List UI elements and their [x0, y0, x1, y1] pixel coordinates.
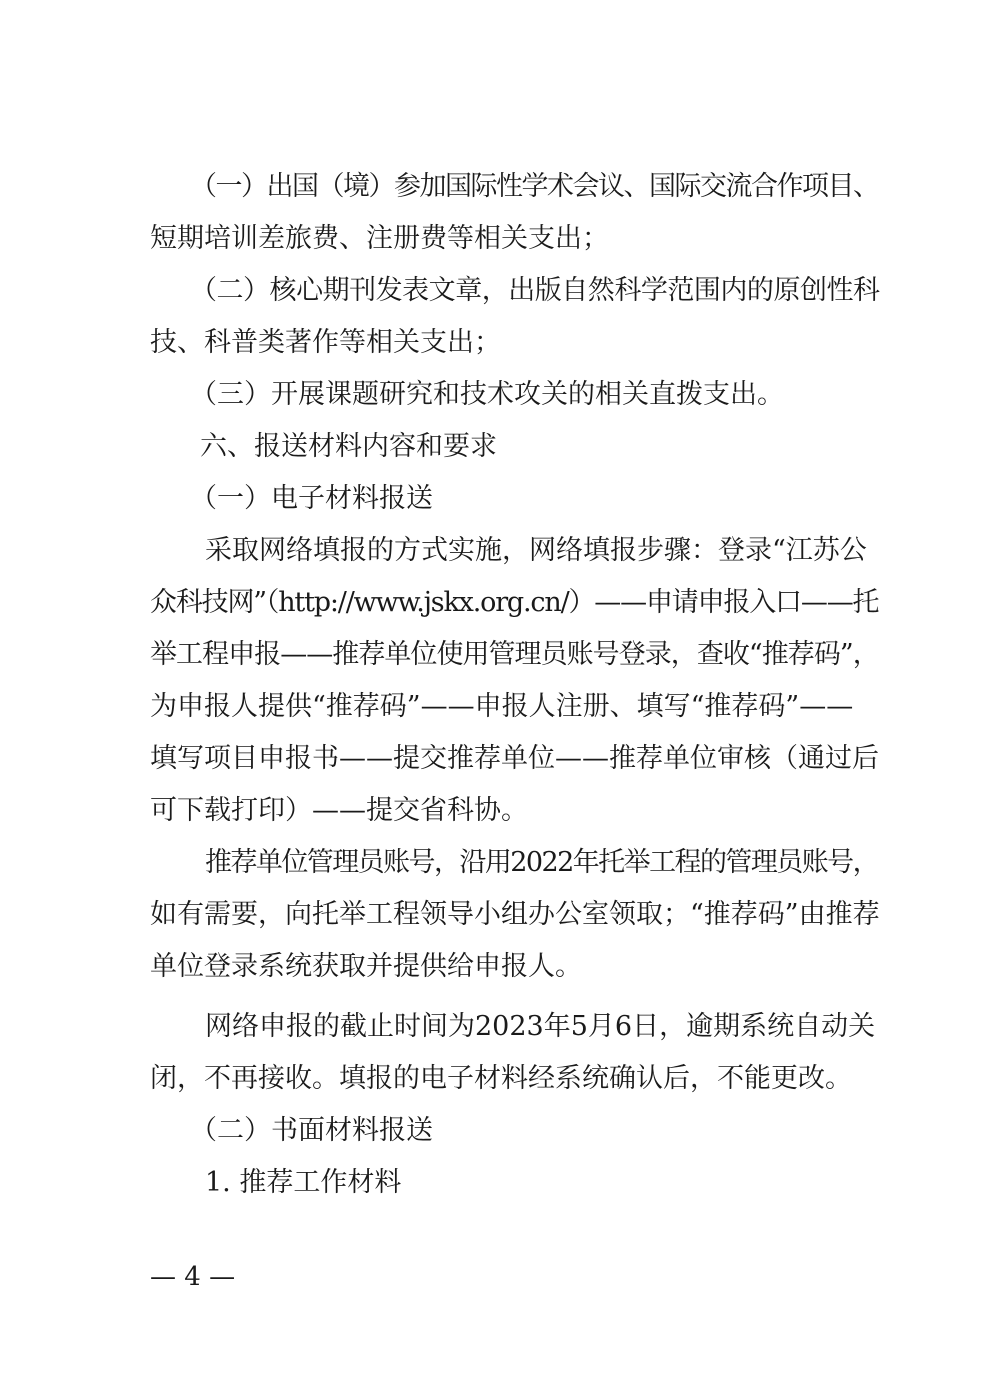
text-line: 填写项目申报书——提交推荐单位——推荐单位审核（通过后 [150, 743, 879, 774]
text-line: 网络申报的截止时间为2023年5月6日，逾期系统自动关 [205, 1011, 876, 1042]
text-line: 为申报人提供“推荐码”——申报人注册、填写“推荐码”—— [150, 691, 854, 722]
text-line: 短期培训差旅费、注册费等相关支出； [150, 223, 609, 254]
text-line: 推荐单位管理员账号，沿用2022年托举工程的管理员账号， [205, 847, 879, 878]
text-line: （一）出国（境）参加国际性学术会议、国际交流合作项目、 [190, 171, 879, 202]
text-line: 众科技网”（http://www.jskx.org.cn/）——申请申报入口——托 [150, 587, 879, 618]
subsection-heading: （一）电子材料报送 [190, 483, 433, 514]
text-line: 举工程申报——推荐单位使用管理员账号登录，查收“推荐码”， [150, 639, 879, 670]
text-line: 可下载打印）——提交省科协。 [150, 795, 528, 826]
text-line: 技、科普类著作等相关支出； [150, 327, 501, 358]
section-heading: 六、报送材料内容和要求 [200, 431, 497, 462]
text-line: 闭，不再接收。填报的电子材料经系统确认后，不能更改。 [150, 1063, 852, 1094]
text-line: 单位登录系统获取并提供给申报人。 [150, 951, 582, 982]
text-line: （二）核心期刊发表文章，出版自然科学范围内的原创性科 [190, 275, 880, 306]
subsection-heading: （二）书面材料报送 [190, 1115, 433, 1146]
text-line: 采取网络填报的方式实施，网络填报步骤：登录“江苏公 [205, 535, 867, 566]
page-number: — 4 — [150, 1262, 236, 1292]
text-line: （三）开展课题研究和技术攻关的相关直拨支出。 [190, 379, 784, 410]
list-item: 1. 推荐工作材料 [205, 1167, 402, 1198]
text-line: 如有需要，向托举工程领导小组办公室领取；“推荐码”由推荐 [150, 899, 880, 930]
